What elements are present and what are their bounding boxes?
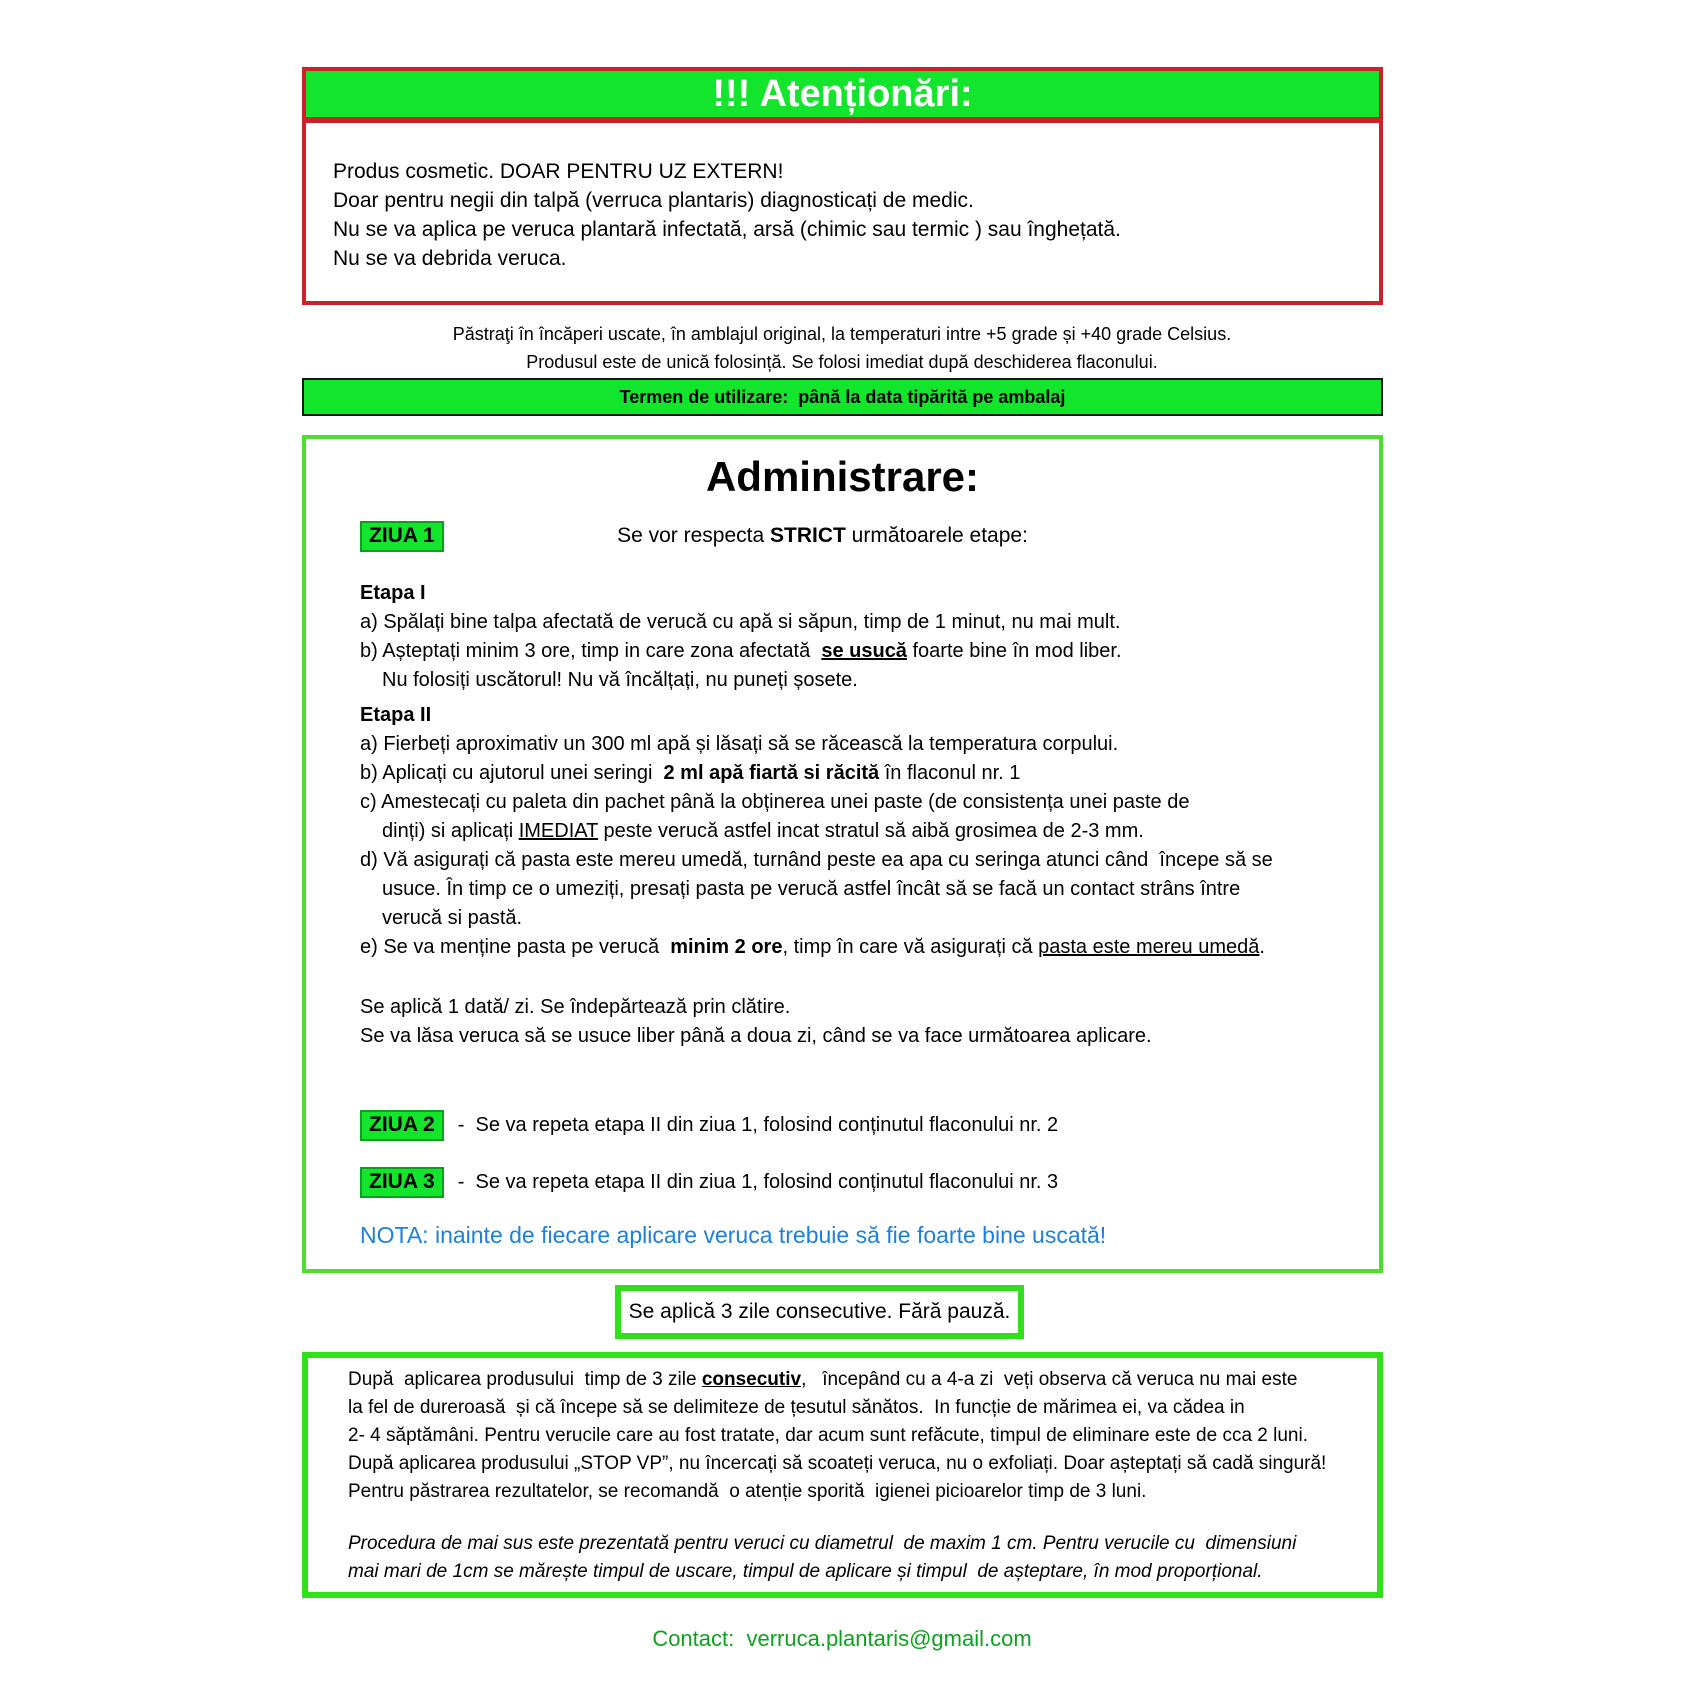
- storage-line: Păstraţi în încăperi uscate, în amblajul original, la temperaturi intre +5 grade și +40 grade Celsius.: [452, 324, 1232, 344]
- day1-row: [306, 521, 1379, 553]
- stage1-line-a: a) Spălați bine talpa afectată de verucă cu apă si săpun, timp de 1 minut, nu mai mult.: [360, 611, 1121, 633]
- stage2-line-d3: verucă si pastă.: [382, 907, 523, 929]
- stage2-e-bold: minim 2 ore: [670, 936, 783, 958]
- day2-row: [360, 1110, 1379, 1141]
- results-l1-post: , începând cu a 4-a zi veți observa că veruca nu mai este: [801, 1369, 1298, 1390]
- day3-row: [360, 1167, 1379, 1198]
- apply-block: [360, 993, 1379, 1051]
- strict-instruction: [306, 521, 1379, 548]
- results-box: [302, 1352, 1383, 1598]
- stage1-heading: Etapa I: [360, 582, 426, 604]
- stage2-line-c1: c) Amestecați cu paleta din pachet până la obținerea unei paste (de consistența unei paste de: [360, 791, 1190, 813]
- shelf-life-text: Termen de utilizare: până la data tipărită pe ambalaj: [619, 386, 1066, 407]
- warning-body: [306, 123, 1379, 273]
- warning-title: !!! Atenționări:: [712, 72, 973, 115]
- day3-label: ZIUA 3: [360, 1167, 444, 1198]
- results-line-3: 2- 4 săptămâni. Pentru verucile care au fost tratate, dar acum sunt refăcute, timpul de eliminare este de cca 2 luni.: [348, 1425, 1308, 1446]
- results-note: [348, 1530, 1377, 1586]
- results-line-1: [348, 1366, 1377, 1394]
- stage2-line-c2: [360, 817, 1379, 846]
- stage2-e-pre: e) Se va menține pasta pe verucă: [360, 936, 671, 958]
- stage2-line-d2: usuce. În timp ce o umeziți, presați pasta pe verucă astfel încât să se facă un contact strâns între: [382, 878, 1241, 900]
- stage1-b-emph: se usucă: [821, 640, 907, 662]
- warning-line: Nu se va debrida veruca.: [333, 247, 567, 270]
- stage2-c2-underline: IMEDIAT: [518, 820, 598, 842]
- day2-text: - Se va repeta etapa II din ziua 1, folosind conținutul flaconului nr. 2: [457, 1114, 1059, 1136]
- apply-line-2: Se va lăsa veruca să se usuce liber până a doua zi, când se va face următoarea aplicare.: [360, 1025, 1152, 1047]
- contact-email: Contact: verruca.plantaris@gmail.com: [652, 1626, 1032, 1651]
- warning-line: Produs cosmetic. DOAR PENTRU UZ EXTERN!: [333, 160, 784, 183]
- administration-body: [306, 579, 1379, 1051]
- stage2-line-a: a) Fierbeți aproximativ un 300 ml apă și lăsați să se răcească la temperatura corpului.: [360, 733, 1119, 755]
- stage2-c2-post: peste verucă astfel incat stratul să aibă grosimea de 2-3 mm.: [598, 820, 1144, 842]
- stage2-e-post: .: [1259, 936, 1265, 958]
- stage2-b-bold: 2 ml apă fiartă si răcită: [663, 762, 880, 784]
- storage-instructions: [0, 320, 1684, 376]
- stage2-e-underline: pasta este mereu umedă: [1038, 936, 1260, 958]
- results-l1-pre: După aplicarea produsului timp de 3 zile: [348, 1369, 702, 1390]
- strict-post: următoarele etape:: [845, 524, 1028, 547]
- consecutive-box: [615, 1285, 1024, 1339]
- shelf-life-bar: [302, 378, 1383, 416]
- stage2-line-b: [360, 759, 1379, 788]
- stage2-c2-pre: dinți) si aplicați: [382, 820, 519, 842]
- results-l1-emph: consecutiv: [701, 1369, 802, 1390]
- stage2-line-e: [360, 933, 1379, 962]
- stage2-b-post: în flaconul nr. 1: [879, 762, 1021, 784]
- nota-line: NOTA: inainte de fiecare aplicare veruca trebuie să fie foarte bine uscată!: [360, 1222, 1107, 1248]
- stage2-e-mid: , timp în care vă asigurați că: [782, 936, 1039, 958]
- warning-box: [302, 67, 1383, 305]
- administration-title: Administrare:: [705, 453, 980, 500]
- stage1-b-post: foarte bine în mod liber.: [906, 640, 1122, 662]
- results-line-2: la fel de dureroasă și că începe să se delimiteze de țesutul sănătos. In funcție de mărimea ei, va cădea in: [348, 1397, 1245, 1418]
- stage1-line-c: Nu folosiți uscătorul! Nu vă încălțați, nu puneți șosete.: [382, 669, 858, 691]
- results-note-line-1: Procedura de mai sus este prezentată pentru veruci cu diametrul de maxim 1 cm. Pentru verucile cu dimensiuni: [348, 1533, 1297, 1554]
- stage2-line-d1: d) Vă asigurați că pasta este mereu umedă, turnând peste ea apa cu seringa atunci când începe să se: [360, 849, 1273, 871]
- storage-line: Produsul este de unică folosință. Se folosi imediat după deschiderea flaconului.: [526, 352, 1158, 372]
- results-line-5: Pentru păstrarea rezultatelor, se recomandă o atenție sporită igienei picioarelor timp de 3 luni.: [348, 1481, 1147, 1502]
- apply-line-1: Se aplică 1 dată/ zi. Se îndepărtează prin clătire.: [360, 996, 791, 1018]
- day2-label: ZIUA 2: [360, 1110, 444, 1141]
- day1-label: ZIUA 1: [360, 521, 444, 552]
- stage1-line-b: [360, 637, 1379, 666]
- strict-pre: Se vor respecta: [617, 524, 770, 547]
- stage2-heading: Etapa II: [360, 704, 432, 726]
- stage1-b-pre: b) Așteptați minim 3 ore, timp in care zona afectată: [360, 640, 822, 662]
- results-line-4: După aplicarea produsului „STOP VP”, nu încercați să scoateți veruca, nu o exfoliați. Doar așteptați să cadă singură!: [348, 1453, 1327, 1474]
- day3-text: - Se va repeta etapa II din ziua 1, folosind conținutul flaconului nr. 3: [457, 1171, 1059, 1193]
- results-note-line-2: mai mari de 1cm se mărește timpul de uscare, timpul de aplicare și timpul de așteptare, în mod proporțional.: [348, 1561, 1263, 1582]
- warning-header-band: [306, 71, 1379, 123]
- warning-line: Nu se va aplica pe veruca plantară infectată, arsă (chimic sau termic ) sau înghețată.: [333, 218, 1121, 241]
- strict-bold: STRICT: [769, 524, 846, 547]
- administration-box: [302, 435, 1383, 1273]
- warning-line: Doar pentru negii din talpă (verruca plantaris) diagnosticați de medic.: [333, 189, 974, 212]
- stage2-b-pre: b) Aplicați cu ajutorul unei seringi: [360, 762, 664, 784]
- consecutive-text: Se aplică 3 zile consecutive. Fără pauză.: [628, 1300, 1011, 1323]
